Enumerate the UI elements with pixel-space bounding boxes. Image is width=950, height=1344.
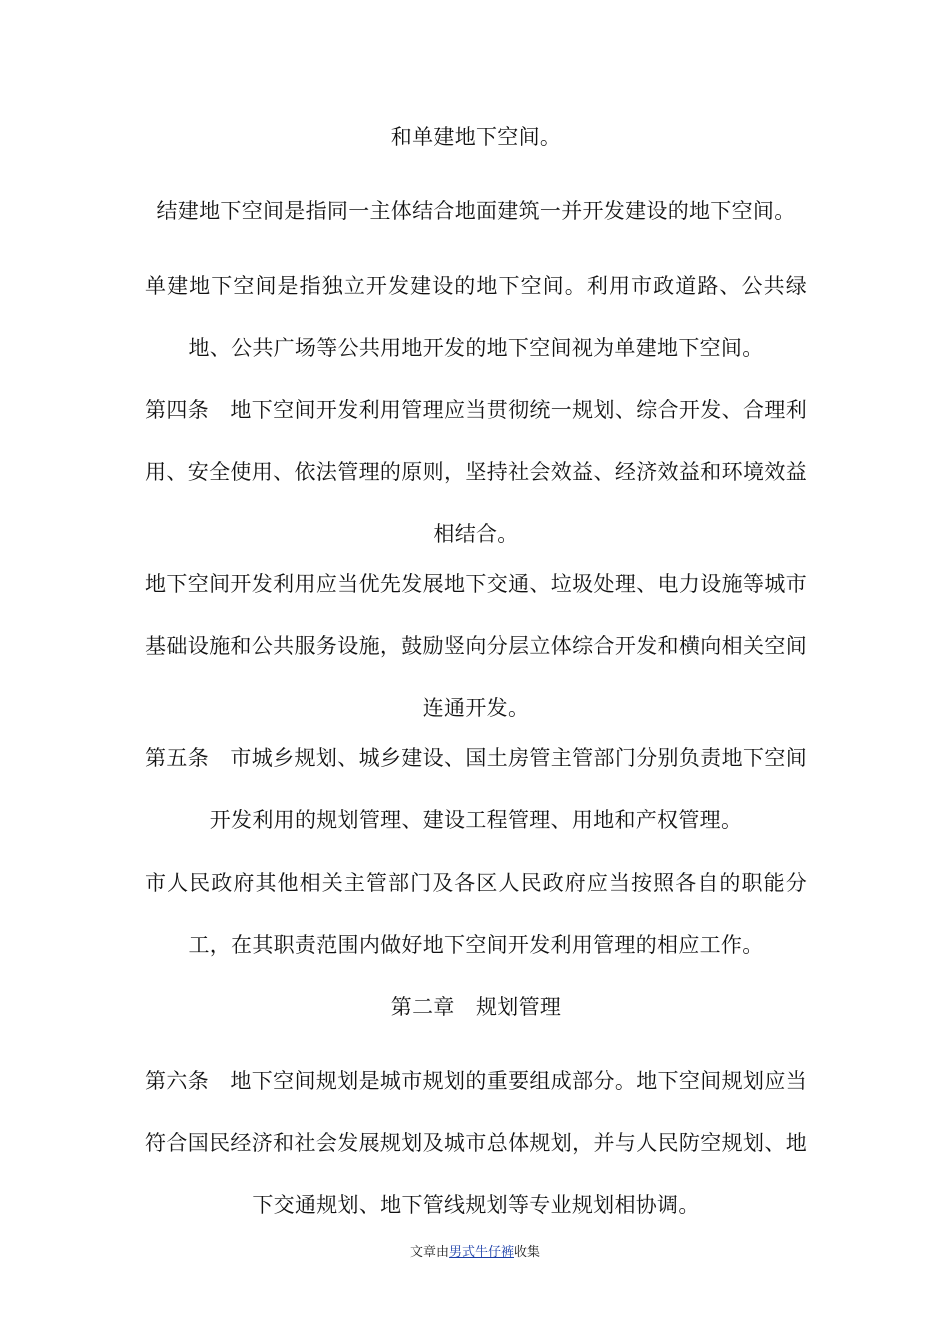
footer-link[interactable]: 男式牛仔裤 (448, 1245, 514, 1260)
paragraph-article-6: 第六条 地下空间规划是城市规划的重要组成部分。地下空间规划应当符合国民经济和社会发展规划及城市总体规划，并与人民防空规划、地下交通规划、地下管线规划等专业规划相协调。 (145, 1069, 807, 1217)
paragraph-article-5: 第五条 市城乡规划、城乡建设、国土房管主管部门分别负责地下空间开发利用的规划管理、建设工程管理、用地和产权管理。 (145, 746, 807, 832)
footer-prefix: 文章由 (409, 1245, 449, 1260)
chapter-heading: 第二章 规划管理 (390, 995, 562, 1019)
paragraph-3: 单建地下空间是指独立开发建设的地下空间。利用市政道路、公共绿地、公共广场等公共用地开发的地下空间视为单建地下空间。 (145, 274, 807, 360)
paragraph-5: 地下空间开发利用应当优先发展地下交通、垃圾处理、电力设施等城市基础设施和公共服务设施，鼓励竖向分层立体综合开发和横向相关空间连通开发。 (145, 572, 807, 720)
paragraph-article-4: 第四条 地下空间开发利用管理应当贯彻统一规划、综合开发、合理利用、安全使用、依法管理的原则，坚持社会效益、经济效益和环境效益相结合。 (145, 398, 807, 546)
paragraph-2: 结建地下空间是指同一主体结合地面建筑一并开发建设的地下空间。 (156, 199, 796, 223)
footer-suffix: 收集 (514, 1245, 541, 1260)
footer-credit (0, 1243, 950, 1263)
paragraph-1: 和单建地下空间。 (390, 125, 562, 149)
paragraph-7: 市人民政府其他相关主管部门及各区人民政府应当按照各自的职能分工，在其职责范围内做好地下空间开发利用管理的相应工作。 (145, 871, 807, 957)
